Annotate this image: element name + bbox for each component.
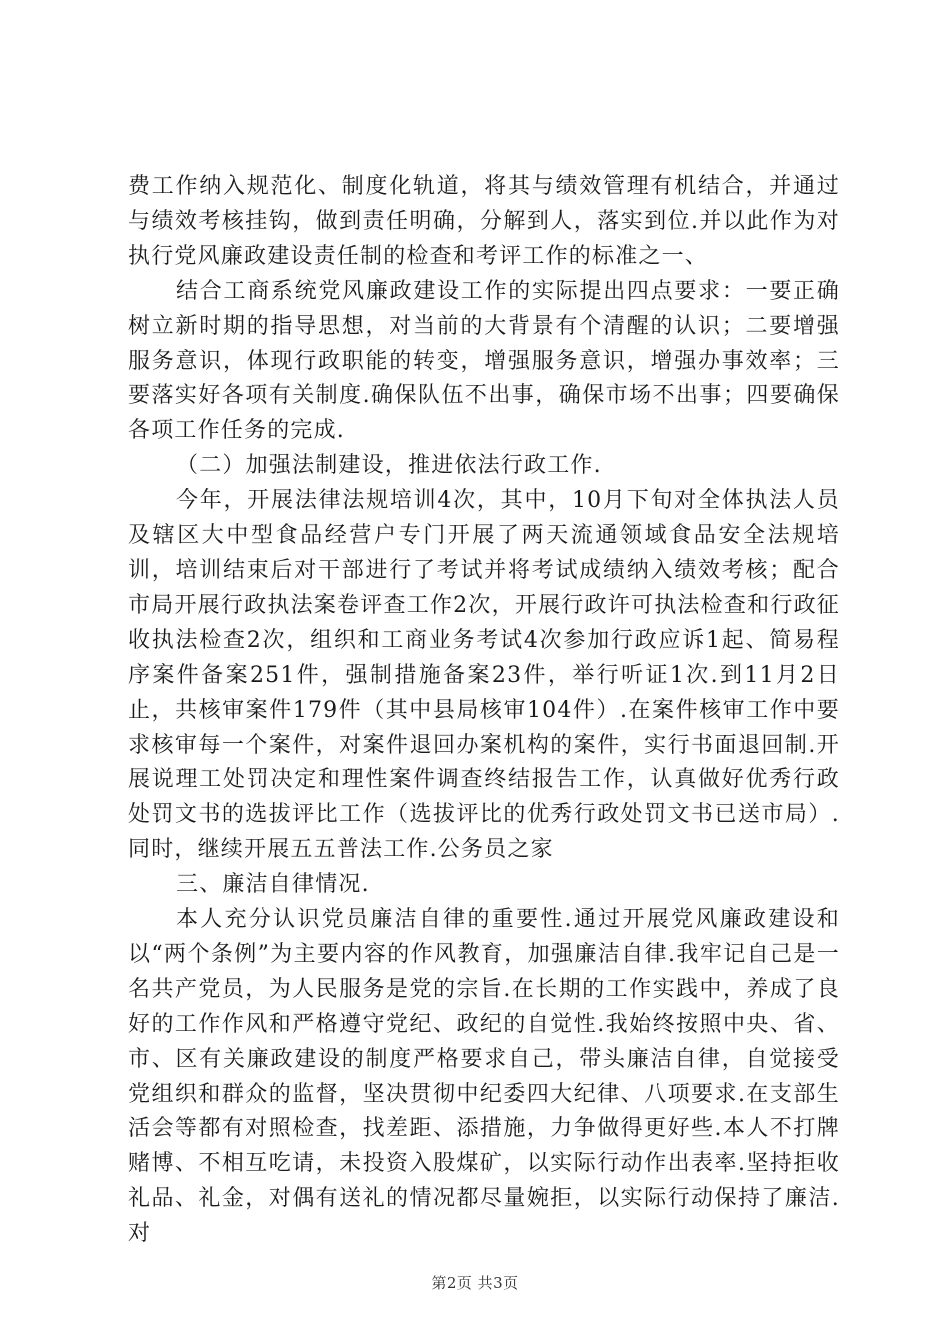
section-heading-integrity: 三、廉洁自律情况.	[176, 872, 370, 898]
section-heading-legal: （二）加强法制建设，推进依法行政工作.	[176, 453, 602, 479]
page-footer: 第2页 共3页	[431, 1274, 519, 1292]
paragraph-1: 费工作纳入规范化、制度化轨道，将其与绩效管理有机结合，并通过与绩效考核挂钩，做到责任明确，分解到人，落实到位.并以此作为对执行党风廉政建设责任制的检查和考评工作的标准之一、	[128, 174, 840, 269]
paragraph-2: 结合工商系统党风廉政建设工作的实际提出四点要求：一要正确树立新时期的指导思想，对当前的大背景有个清醒的认识；二要增强服务意识，体现行政职能的转变，增强服务意识，增强办事效率；三要落实好各项有关制度.确保队伍不出事，确保市场不出事；四要确保各项工作任务的完成.	[128, 278, 840, 444]
paragraph-6: 本人充分认识党员廉洁自律的重要性.通过开展党风廉政建设和以“两个条例”为主要内容的作风教育，加强廉洁自律.我牢记自己是一名共产党员，为人民服务是党的宗旨.在长期的工作实践中，养成了良好的工作作风和严格遵守党纪、政纪的自觉性.我始终按照中央、省、市、区有关廉政建设的制度严格要求自己，带头廉洁自律，自觉接受党组织和群众的监督，坚决贯彻中纪委四大纪律、八项要求.在支部生活会等都有对照检查，找差距、添措施，力争做得更好些.本人不打牌赌博、不相互吃请，未投资入股煤矿，以实际行动作出表率.坚持拒收礼品、礼金，对偶有送礼的情况都尽量婉拒，以实际行动保持了廉洁.对	[128, 907, 840, 1247]
paragraph-4: 今年，开展法律法规培训4次，其中，10月下旬对全体执法人员及辖区大中型食品经营户专门开展了两天流通领域食品安全法规培训，培训结束后对干部进行了考试并将考试成绩纳入绩效考核；配合市局开展行政执法案卷评查工作2次，开展行政许可执法检查和行政征收执法检查2次，组织和工商业务考试4次参加行政应诉1起、简易程序案件备案251件，强制措施备案23件，举行听证1次.到11月2日止，共核审案件179件（其中县局核审104件）.在案件核审工作中要求核审每一个案件，对案件退回办案机构的案件，实行书面退回制.开展说理工处罚决定和理性案件调查终结报告工作，认真做好优秀行政处罚文书的选拔评比工作（选拔评比的优秀行政处罚文书已送市局）.同时，继续开展五五普法工作.公务员之家	[128, 488, 840, 863]
document-body	[128, 170, 840, 1252]
